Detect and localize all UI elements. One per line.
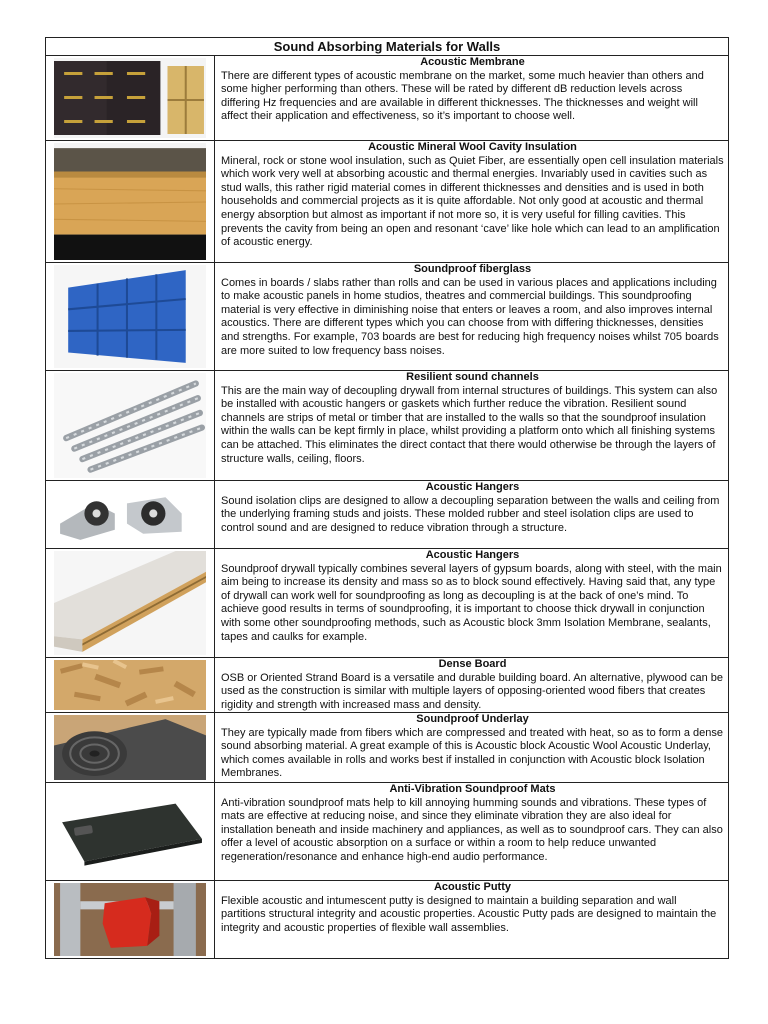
acoustic-membrane-image bbox=[46, 56, 215, 140]
item-text bbox=[215, 481, 728, 548]
acoustic-putty-image bbox=[46, 881, 215, 958]
table-row bbox=[46, 881, 728, 958]
item-description: There are different types of acoustic membrane on the market, some much heavier than others and some higher performing than others. These will be rated by different dB reduction levels across differing Hz frequencies and are available in different thicknesses. The thicknesses and weight will affect their application and effectiveness, so it’s important to choose well. bbox=[221, 69, 704, 123]
item-heading: Acoustic Membrane bbox=[420, 56, 525, 68]
soundproof-underlay-image bbox=[46, 713, 215, 782]
item-text bbox=[215, 713, 728, 782]
table-row bbox=[46, 713, 728, 783]
item-heading: Acoustic Mineral Wool Cavity Insulation bbox=[368, 141, 577, 153]
resilient-channels-image bbox=[46, 371, 215, 480]
table-row bbox=[46, 56, 728, 141]
item-description: Flexible acoustic and intumescent putty is designed to maintain a building separation and wall partitions structural integrity and acoustic properties. Acoustic Putty pads are designed to maintain the integrity and acoustic properties of flexible wall assemblies. bbox=[221, 894, 717, 934]
item-description: This are the main way of decoupling drywall from internal structures of buildings. This system can also be installed with acoustic hangers or gaskets which further reduce the vibration. Resilient sound channels are strips of metal or timber that are installed to the walls so that the soundproof insulation within the walls can be kept firmly in place, whilst providing a platform onto which all finishing systems can be attached. This eliminates the direct contact that there would otherwise be through the layers of structure walls, ceiling, floors. bbox=[221, 384, 718, 465]
item-heading: Anti-Vibration Soundproof Mats bbox=[389, 783, 556, 795]
item-description: Sound isolation clips are designed to allow a decoupling separation between the walls and ceiling from the underlying framing studs and joists. These molded rubber and steel isolation clips are used to control sound and are designed to reduce vibration through a structure. bbox=[221, 494, 720, 534]
item-description: Comes in boards / slabs rather than rolls and can be used in various places and applications including to make acoustic panels in home studios, theatres and commercial buildings. This soundproofing material is very effective in diminishing noise that enters or leaves a room, and also improves internal acoustics. There are different types which you can choose from with differing thicknesses, densities and strengths. For example, 703 boards are best for reducing high frequency noises whilst 705 boards are more suited to low frequency bass noises. bbox=[221, 276, 719, 357]
page-title: Sound Absorbing Materials for Walls bbox=[46, 38, 728, 56]
table-row bbox=[46, 658, 728, 713]
item-heading: Acoustic Hangers bbox=[425, 481, 520, 493]
item-description: Anti-vibration soundproof mats help to kill annoying humming sounds and vibrations. These types of mats are effective at reducing noise, and since they eliminate vibration they are also ideal for installation beneath and inside machinery and appliances, as well as to soundproof cars. They can also offer a level of acoustic absorption on a surface or within a room to help reduce unwanted regeneration/resonance and enhance high-end audio performance. bbox=[221, 796, 723, 863]
item-text bbox=[215, 549, 728, 657]
osb-board-image bbox=[46, 658, 215, 712]
item-text bbox=[215, 56, 728, 140]
item-heading: Acoustic Putty bbox=[433, 881, 511, 893]
item-description: OSB or Oriented Strand Board is a versatile and durable building board. An alternative, plywood can be used as the construction is similar with multiple layers of opposing-oriented wood fibers that creates rigidity and strength with increased mass and density. bbox=[221, 671, 724, 711]
item-text bbox=[215, 263, 728, 370]
item-heading: Soundproof Underlay bbox=[416, 713, 529, 725]
table-row bbox=[46, 371, 728, 481]
table-row bbox=[46, 481, 728, 549]
item-heading: Dense Board bbox=[438, 658, 507, 670]
mineral-wool-image bbox=[46, 141, 215, 262]
item-text bbox=[215, 658, 728, 712]
anti-vibration-mat-image bbox=[46, 783, 215, 880]
item-description: They are typically made from fibers which are compressed and treated with heat, so as to form a dense sound absorbing material. A great example of this is Acoustic block Acoustic Wool Acoustic Underlay, which comes available in rolls and works best if installed in conjunction with Acoustic block Isolation Membranes. bbox=[221, 726, 723, 780]
item-text bbox=[215, 783, 728, 880]
fiberglass-panels-image bbox=[46, 263, 215, 370]
soundproof-drywall-image bbox=[46, 549, 215, 657]
table-row bbox=[46, 549, 728, 658]
table-row bbox=[46, 783, 728, 881]
item-description: Soundproof drywall typically combines several layers of gypsum boards, along with steel, with the main aim being to increase its density and mass so as to block sound effectively. Having said that, any type of drywall can work well for soundproofing as long as decoupling is at the back of one’s mind. To achieve good results in terms of soundproofing, it is important to choose thick drywall in conjunction with some other soundproofing methods, such as Acoustic block 3mm Isolation Membrane, sealants, tapes and caulks for example. bbox=[221, 562, 722, 643]
item-description: Mineral, rock or stone wool insulation, such as Quiet Fiber, are essentially open cell insulation materials which work very well at absorbing acoustic and thermal energies. Invariably used in cavities such as stud walls, this rather rigid material comes in different thicknesses and densities and is used in both households and commercial projects as it is quite affordable. Not only good at acoustic and thermal energy absorption but almost as important if not more so, it is very useful for filling cavities. This prevents the cavity from being an open and resonant ‘cave’ like hole which can lead to an amplification of acoustic energy. bbox=[221, 154, 724, 249]
item-text bbox=[215, 141, 728, 262]
materials-table bbox=[45, 37, 729, 959]
item-heading: Soundproof fiberglass bbox=[413, 263, 532, 275]
item-text bbox=[215, 881, 728, 958]
table-row bbox=[46, 263, 728, 371]
item-text bbox=[215, 371, 728, 480]
table-row bbox=[46, 141, 728, 263]
acoustic-hangers-image bbox=[46, 481, 215, 548]
item-heading: Acoustic Hangers bbox=[425, 549, 520, 561]
item-heading: Resilient sound channels bbox=[406, 371, 539, 383]
